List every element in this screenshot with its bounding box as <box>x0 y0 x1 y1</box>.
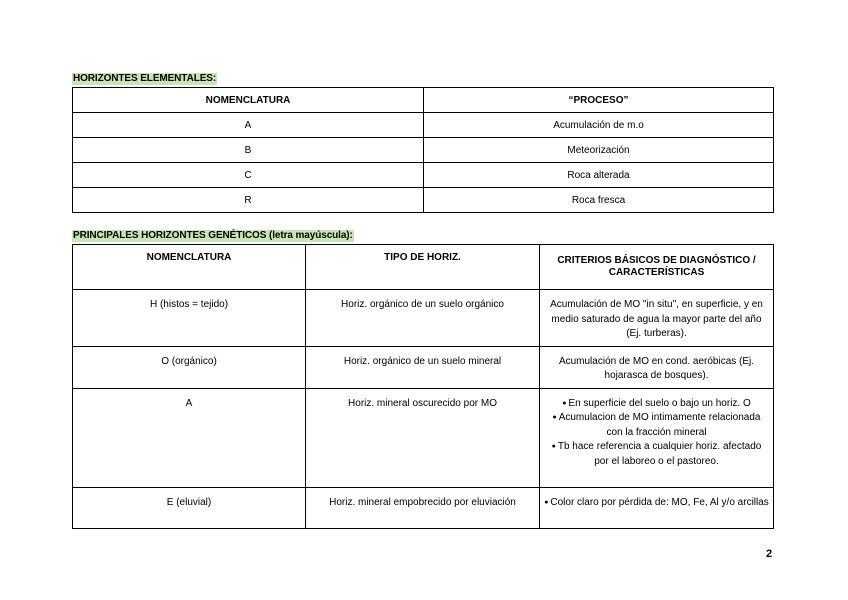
cell-tipo-horiz: Horiz. orgánico de un suelo orgánico <box>306 290 540 347</box>
bullet-item <box>544 397 769 412</box>
cell-proceso: Roca fresca <box>424 188 774 213</box>
table-row <box>73 138 774 163</box>
header-tipo-horiz: TIPO DE HORIZ. <box>306 245 540 290</box>
table-header-row <box>73 88 774 113</box>
bullet-text: ● Acumulacion de MO intimamente relacionada con la fracción mineral <box>553 412 761 438</box>
table-row <box>73 487 774 528</box>
cell-nomenclatura: O (orgánico) <box>73 346 306 388</box>
cell-nomenclatura: A <box>73 113 424 138</box>
table-header-row <box>73 245 774 290</box>
table-row <box>73 113 774 138</box>
header-nomenclatura: NOMENCLATURA <box>73 245 306 290</box>
bullet-item <box>544 440 769 469</box>
section-title-elementales: HORIZONTES ELEMENTALES: <box>73 73 217 84</box>
cell-criterios <box>540 388 774 487</box>
cell-nomenclatura: C <box>73 163 424 188</box>
table-row <box>73 163 774 188</box>
cell-nomenclatura: R <box>73 188 424 213</box>
cell-criterios: Acumulación de MO en cond. aeróbicas (Ej. hojarasca de bosques). <box>540 346 774 388</box>
bullet-text: ● Tb hace referencia a cualquier horiz. afectado por el laboreo o el pastoreo. <box>552 441 762 467</box>
cell-tipo-horiz: Horiz. mineral oscurecido por MO <box>306 388 540 487</box>
table-row <box>73 188 774 213</box>
table-horizontes-geneticos <box>72 244 774 529</box>
page-number: 2 <box>766 548 773 560</box>
cell-nomenclatura: E (eluvial) <box>73 487 306 528</box>
cell-proceso: Acumulación de m.o <box>424 113 774 138</box>
section-title-geneticos: PRINCIPALES HORIZONTES GENÉTICOS (letra mayúscula): <box>73 230 353 241</box>
cell-nomenclatura: H (histos = tejido) <box>73 290 306 347</box>
cell-criterios <box>540 487 774 528</box>
table-row <box>73 290 774 347</box>
header-criterios: CRITERIOS BÁSICOS DE DIAGNÓSTICO / CARACTERÍSTICAS <box>540 245 774 290</box>
header-proceso: “PROCESO” <box>424 88 774 113</box>
table-row <box>73 388 774 487</box>
header-nomenclatura: NOMENCLATURA <box>73 88 424 113</box>
cell-proceso: Roca alterada <box>424 163 774 188</box>
bullet-text: ● Color claro por pérdida de: MO, Fe, Al y/o arcillas <box>544 497 769 508</box>
cell-tipo-horiz: Horiz. orgánico de un suelo mineral <box>306 346 540 388</box>
cell-nomenclatura: A <box>73 388 306 487</box>
cell-proceso: Meteorización <box>424 138 774 163</box>
cell-tipo-horiz: Horiz. mineral empobrecido por eluviación <box>306 487 540 528</box>
bullet-text: ● En superficie del suelo o bajo un horiz. O <box>562 398 751 409</box>
cell-criterios: Acumulación de MO "in situ", en superficie, y en medio saturado de agua la mayor parte del año (Ej. turberas). <box>540 290 774 347</box>
cell-nomenclatura: B <box>73 138 424 163</box>
table-row <box>73 346 774 388</box>
bullet-item <box>544 496 769 511</box>
table-horizontes-elementales <box>72 87 774 213</box>
bullet-item <box>544 411 769 440</box>
